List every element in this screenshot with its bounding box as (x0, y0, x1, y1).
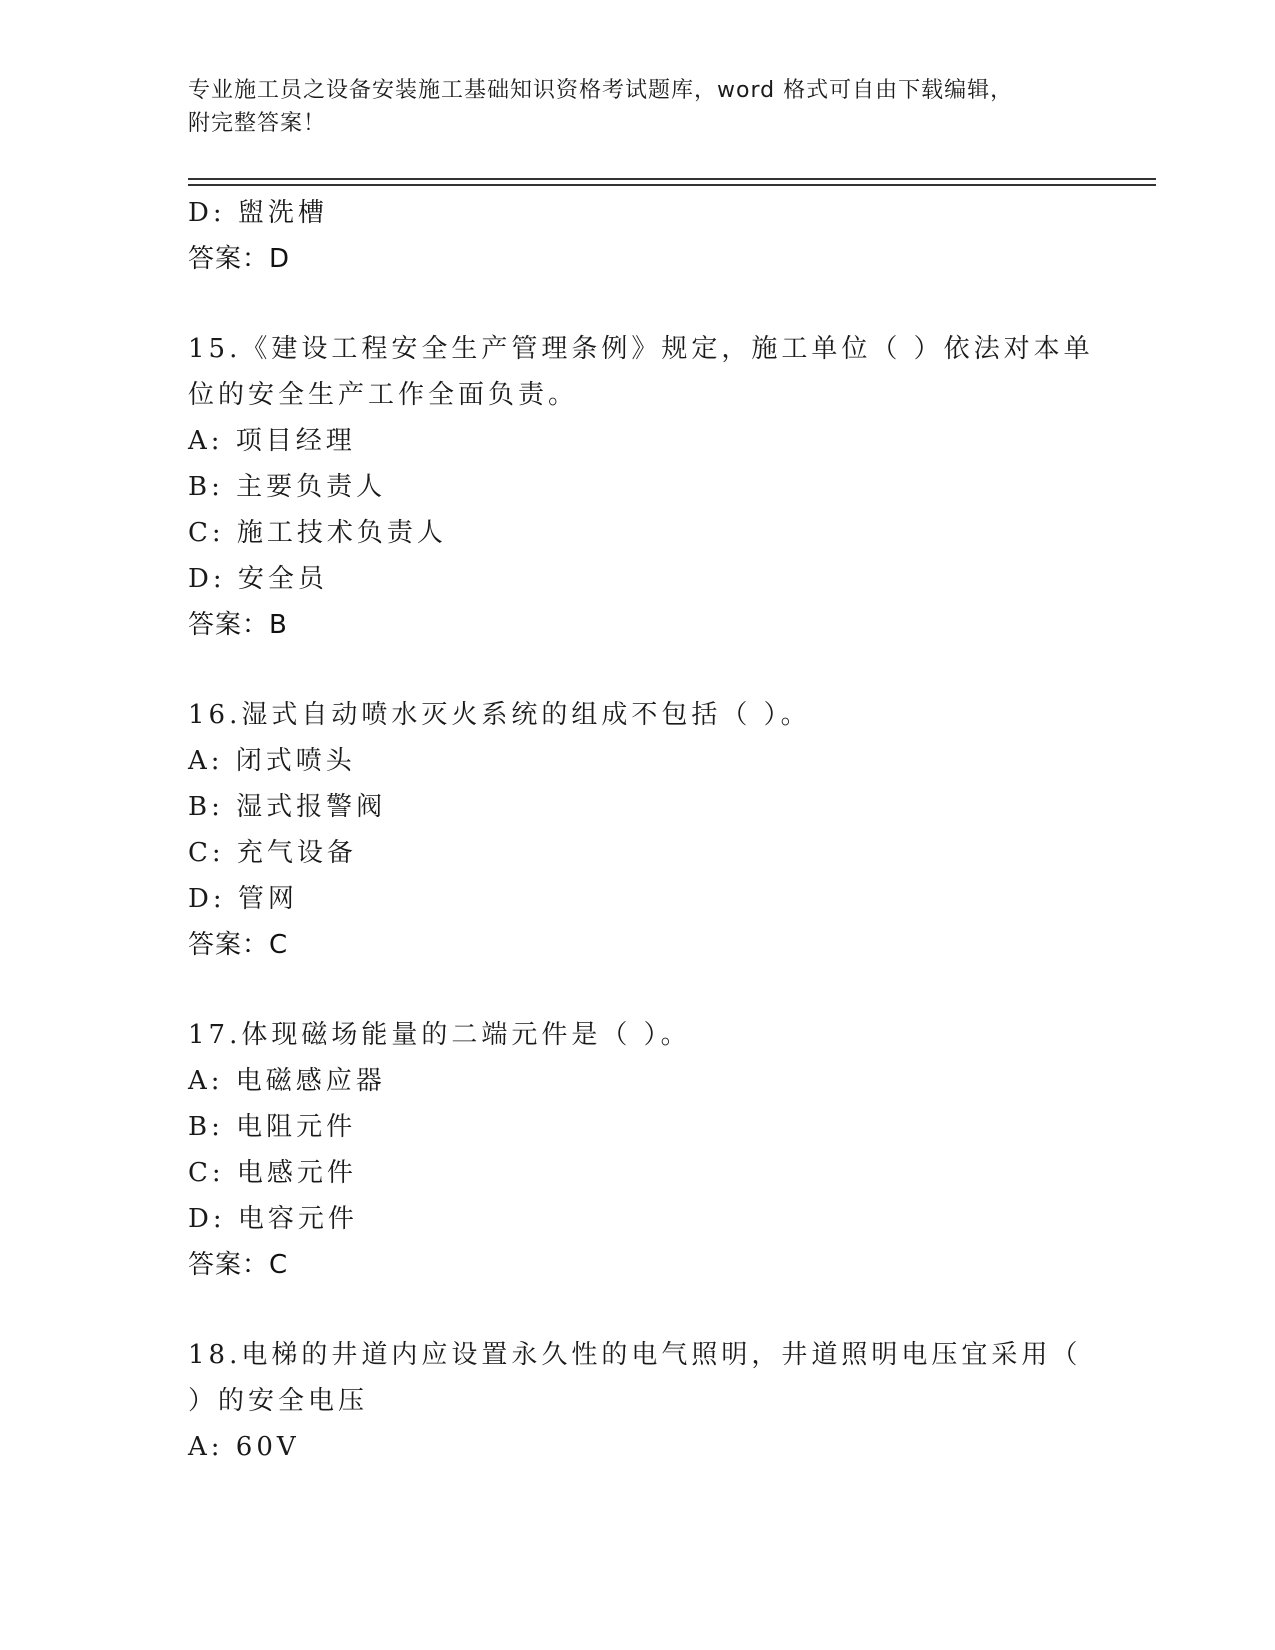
question-block-prev (188, 190, 1088, 282)
question-block-15 (188, 326, 1094, 648)
spacer (188, 282, 1088, 326)
option-a: A: 闭式喷头 (188, 746, 356, 776)
answer-line: 答案：C (188, 1250, 289, 1280)
question-block-16 (188, 692, 1088, 968)
option-b: B: 主要负责人 (188, 472, 387, 502)
spacer (188, 968, 1088, 1012)
answer-line: 答案：B (188, 610, 288, 640)
option-c: C: 电感元件 (188, 1158, 357, 1188)
spacer (188, 648, 1088, 692)
question-text-line-1: 18.电梯的井道内应设置永久性的电气照明，井道照明电压宜采用（ (188, 1340, 1082, 1370)
question-block-18 (188, 1332, 1088, 1470)
option-c: C: 施工技术负责人 (188, 518, 447, 548)
option-d: D: 管网 (188, 884, 298, 914)
option-c: C: 充气设备 (188, 838, 357, 868)
header-line-2: 附完整答案！ (188, 111, 327, 136)
option-d: D: 盥洗槽 (188, 198, 328, 228)
question-block-17 (188, 1012, 1088, 1288)
question-list (188, 190, 1094, 1470)
option-a: A: 60V (188, 1432, 300, 1462)
option-a: A: 电磁感应器 (188, 1066, 386, 1096)
answer-line: 答案：D (188, 244, 291, 274)
question-text-line-2: 位的安全生产工作全面负责。 (188, 380, 579, 410)
document-header (188, 74, 1088, 140)
option-a: A: 项目经理 (188, 426, 356, 456)
option-d: D: 电容元件 (188, 1204, 358, 1234)
answer-line: 答案：C (188, 930, 289, 960)
question-text-line-1: 17.体现磁场能量的二端元件是（ ）。 (188, 1020, 691, 1050)
spacer (188, 1288, 1088, 1332)
option-d: D: 安全员 (188, 564, 328, 594)
option-b: B: 电阻元件 (188, 1112, 357, 1142)
header-divider-bottom (188, 184, 1156, 186)
header-divider-top (188, 178, 1156, 180)
header-line-1: 专业施工员之设备安装施工基础知识资格考试题库，word 格式可自由下载编辑， (188, 78, 1014, 103)
question-text-line-1: 16.湿式自动喷水灭火系统的组成不包括（ ）。 (188, 700, 811, 730)
question-text-line-2: ）的安全电压 (188, 1386, 369, 1416)
option-b: B: 湿式报警阀 (188, 792, 387, 822)
question-text-line-1: 15.《建设工程安全生产管理条例》规定，施工单位（ ）依法对本单 (188, 334, 1094, 364)
